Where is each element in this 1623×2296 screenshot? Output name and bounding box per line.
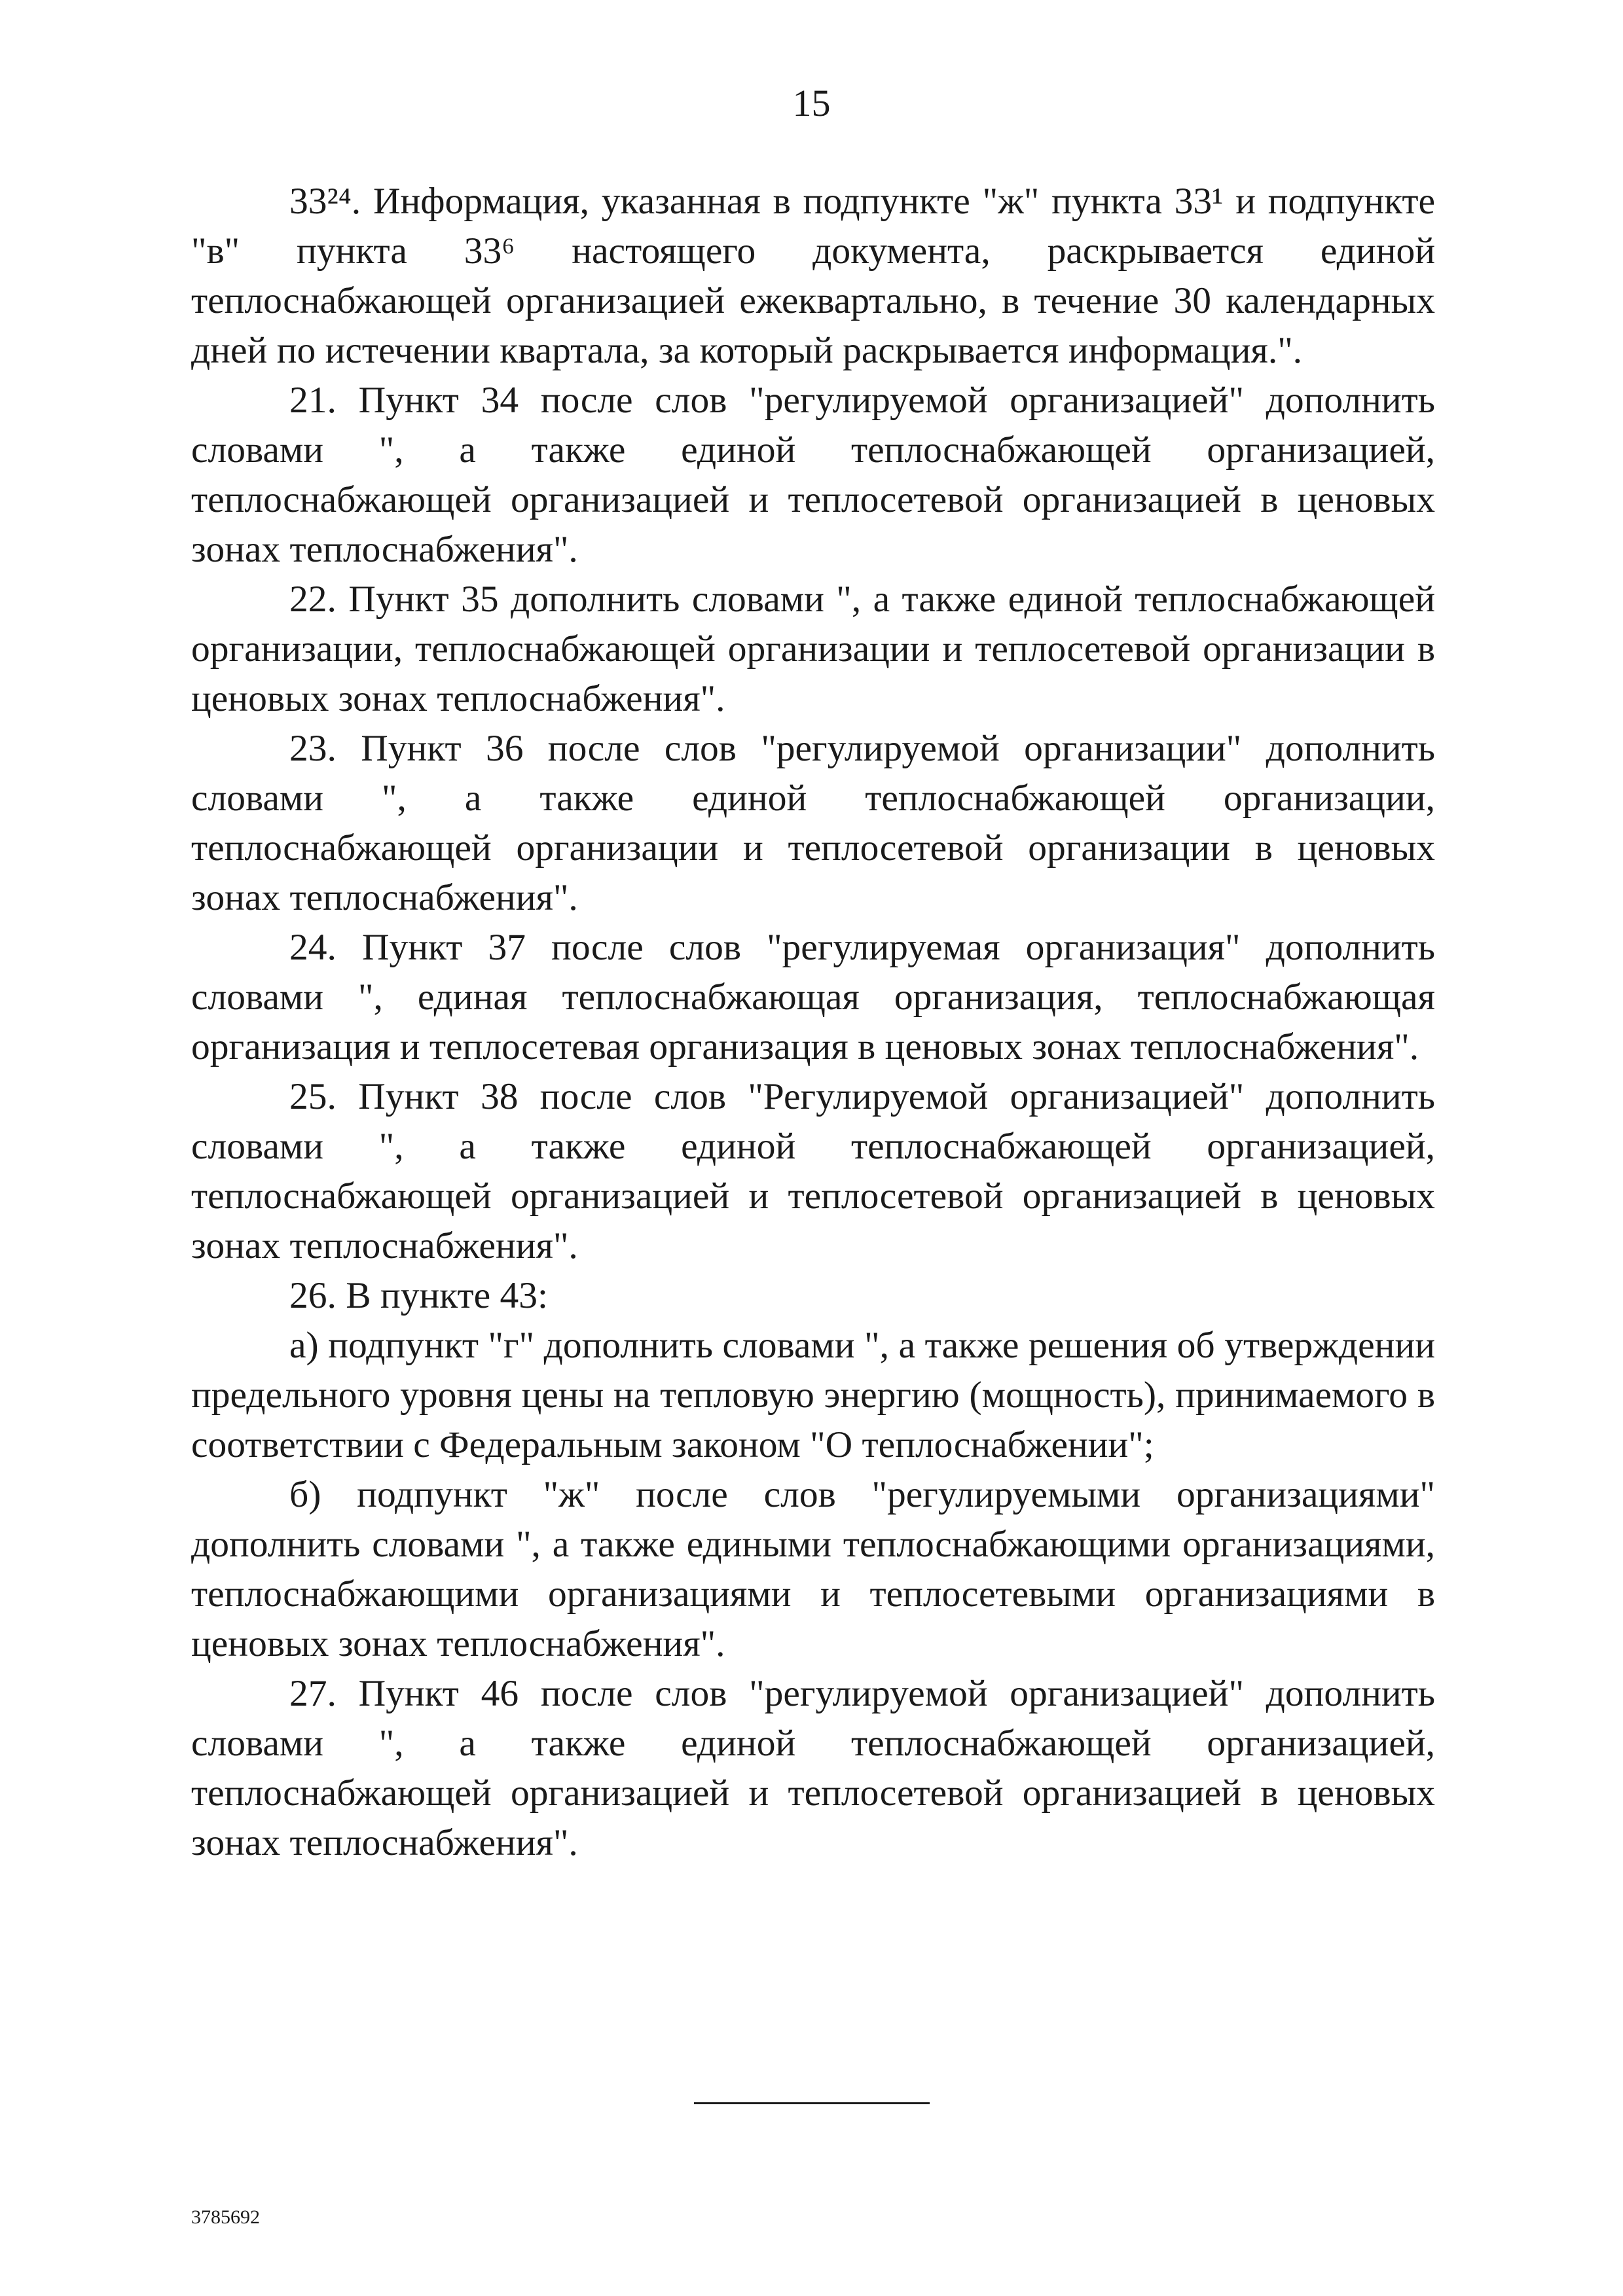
paragraph-26: 26. В пункте 43: [289, 1275, 548, 1316]
paragraph-22: 22. Пункт 35 дополнить словами ", а также единой теплоснабжающей организации, теплоснабжающей организации и теплосетевой организации в ценовых зонах теплоснабжения". [191, 579, 1435, 719]
paragraph-24: 24. Пункт 37 после слов "регулируемая организация" дополнить словами ", единая теплоснабжающая организация, теплоснабжающая организация и теплосетевая организация в ценовых зонах теплоснабжения". [191, 927, 1435, 1067]
document-body [191, 177, 1435, 1868]
page-number: 15 [792, 82, 831, 124]
paragraph-33-24: 33²⁴. Информация, указанная в подпункте "ж" пункта 33¹ и подпункте "в" пункта 33⁶ настоящего документа, раскрывается единой теплоснабжающей организацией ежеквартально, в течение 30 календарных дней по истечении квартала, за который раскрывается информация.". [191, 181, 1435, 371]
paragraph-21: 21. Пункт 34 после слов "регулируемой организацией" дополнить словами ", а также единой теплоснабжающей организацией, теплоснабжающей организацией и теплосетевой организацией в ценовых зонах теплоснабжения". [191, 380, 1435, 570]
paragraph-25: 25. Пункт 38 после слов "Регулируемой организацией" дополнить словами ", а также единой теплоснабжающей организацией, теплоснабжающей организацией и теплосетевой организацией в ценовых зонах теплоснабжения". [191, 1076, 1435, 1266]
paragraph-27: 27. Пункт 46 после слов "регулируемой организацией" дополнить словами ", а также единой теплоснабжающей организацией, теплоснабжающей организацией и теплосетевой организацией в ценовых зонах теплоснабжения". [191, 1673, 1435, 1863]
end-separator-line [694, 2102, 930, 2104]
paragraph-23: 23. Пункт 36 после слов "регулируемой организации" дополнить словами ", а также единой теплоснабжающей организации, теплоснабжающей организации и теплосетевой организации в ценовых зонах теплоснабжения". [191, 728, 1435, 918]
document-code: 3785692 [191, 2206, 260, 2228]
subparagraph-26-a: а) подпункт "г" дополнить словами ", а также решения об утверждении предельного уровня цены на тепловую энергию (мощность), принимаемого в соответствии с Федеральным законом "О теплоснабжении"; [191, 1325, 1435, 1465]
subparagraph-26-b: б) подпункт "ж" после слов "регулируемыми организациями" дополнить словами ", а также едиными теплоснабжающими организациями, теплоснабжающими организациями и теплосетевыми организациями в ценовых зонах теплоснабжения". [191, 1474, 1435, 1664]
